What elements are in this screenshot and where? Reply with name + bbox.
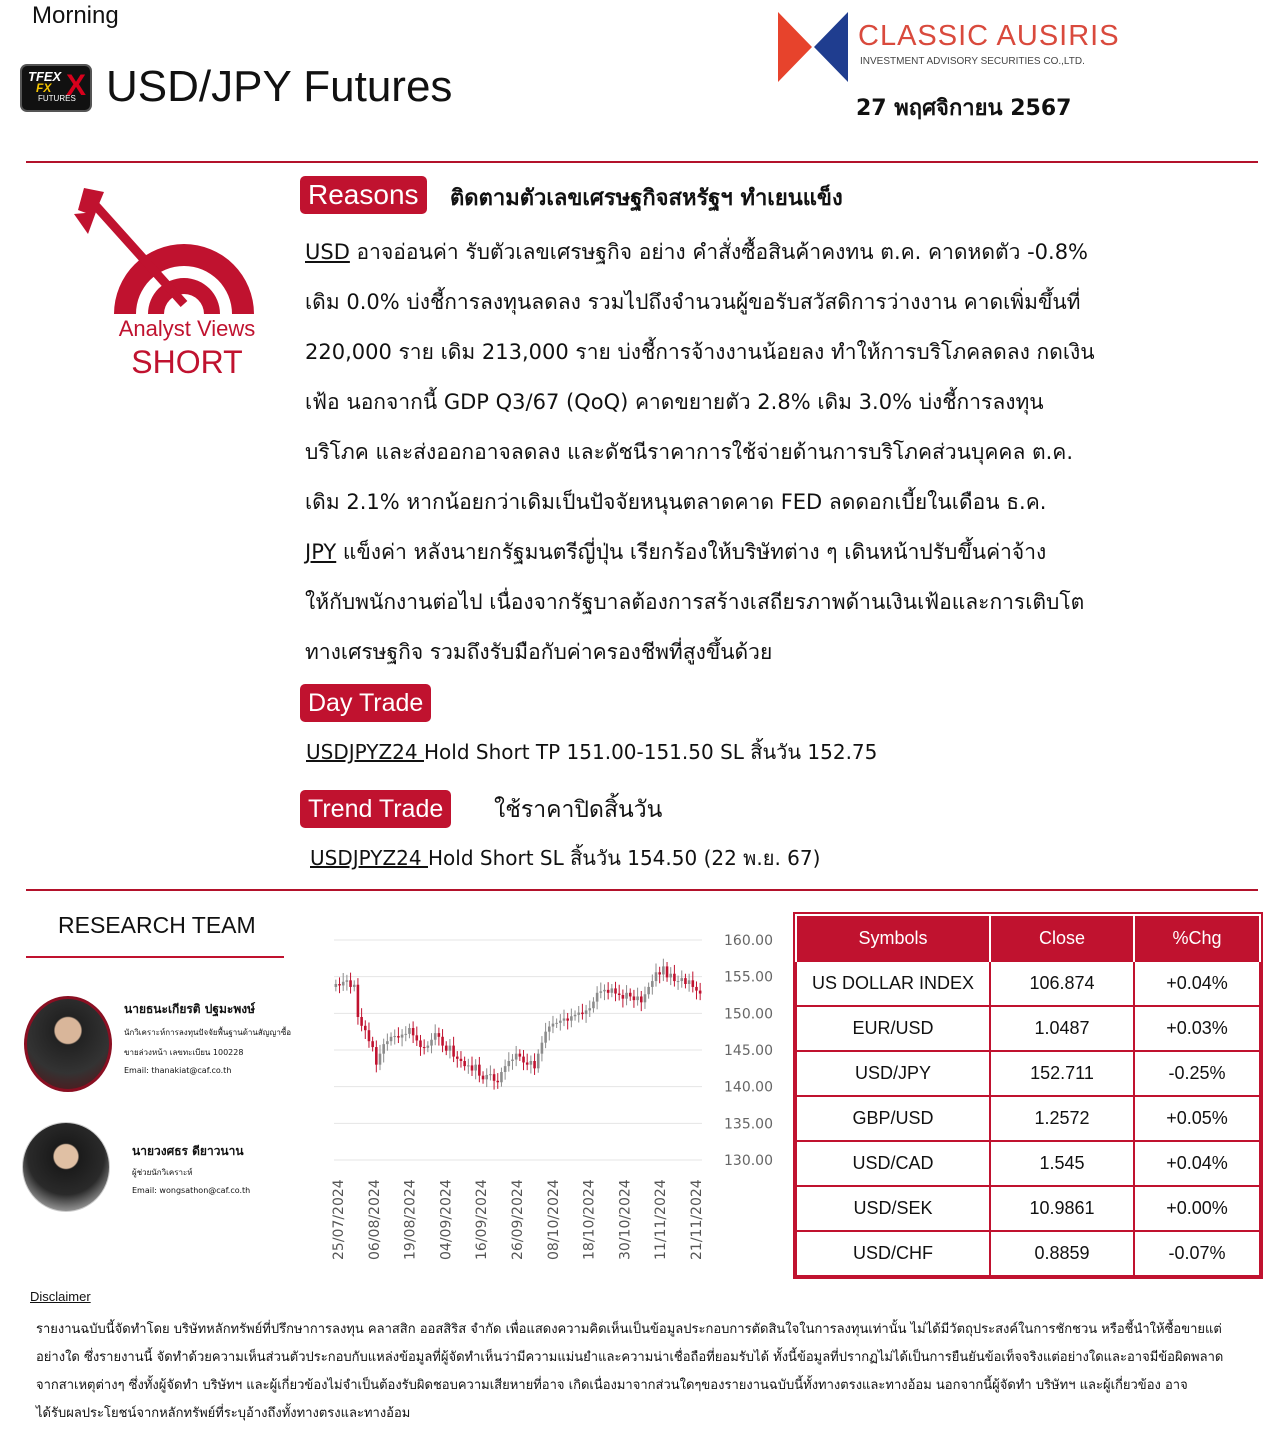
candle — [585, 1005, 588, 1023]
table-row — [796, 1006, 1260, 1051]
candle — [644, 987, 647, 1009]
candle — [666, 962, 669, 982]
member-role: ผู้ช่วยนักวิเคราะห์ — [132, 1168, 193, 1177]
logo-x-icon: X — [66, 69, 87, 102]
close-cell: 152.711 — [990, 1051, 1134, 1096]
candle — [552, 1016, 555, 1033]
candle — [508, 1052, 511, 1071]
close-cell: 1.2572 — [990, 1096, 1134, 1141]
trend-trade-line — [310, 842, 820, 874]
candle — [342, 973, 345, 991]
candle — [338, 977, 341, 993]
day-trade-badge: Day Trade — [300, 684, 431, 722]
x-tick-label: 16/09/2024 — [474, 1179, 491, 1260]
header-close: Close — [990, 915, 1134, 961]
reasons-badge: Reasons — [300, 176, 427, 214]
candle — [449, 1039, 452, 1058]
x-tick-label: 06/08/2024 — [366, 1179, 383, 1260]
candle — [349, 973, 352, 994]
y-tick-label: 130.00 — [724, 1153, 773, 1169]
report-date: 27 พฤศจิกายน 2567 — [856, 96, 1072, 121]
candle — [699, 983, 702, 1000]
chg-cell: +0.05% — [1134, 1096, 1260, 1141]
market-table — [795, 914, 1261, 1277]
usd-tag: USD — [305, 240, 350, 264]
candle — [360, 1008, 363, 1031]
candle — [467, 1059, 470, 1074]
candle — [368, 1023, 371, 1048]
close-cell: 1.545 — [990, 1141, 1134, 1186]
candle — [607, 982, 610, 999]
day-trade-text: Hold Short TP 151.00-151.50 SL สิ้นวัน 152.75 — [423, 740, 878, 764]
candle — [530, 1056, 533, 1074]
jpy-tag: JPY — [305, 540, 337, 564]
candle — [574, 1010, 577, 1020]
candle — [393, 1029, 396, 1044]
candle — [441, 1029, 444, 1052]
x-tick-label: 19/08/2024 — [402, 1179, 419, 1260]
chg-cell: -0.25% — [1134, 1051, 1260, 1096]
candle — [412, 1021, 415, 1043]
candle — [504, 1060, 507, 1080]
candle — [662, 959, 665, 981]
usd-paragraph-line: เดิม 2.1% หากน้อยกว่าเดิมเป็นปัจจัยหนุนตลาดคาด FED ลดดอกเบี้ยในเดือน ธ.ค. — [305, 490, 1047, 514]
symbol-cell: GBP/USD — [796, 1096, 990, 1141]
candle — [485, 1068, 488, 1087]
candle — [537, 1049, 540, 1072]
candle — [364, 1020, 367, 1039]
candle — [335, 980, 338, 992]
candle — [386, 1034, 389, 1051]
candle — [614, 982, 617, 1001]
candle — [555, 1018, 558, 1028]
candle — [353, 980, 356, 991]
candle — [680, 970, 683, 987]
candle — [622, 990, 625, 1008]
classic-ausiris-logo-icon — [778, 12, 848, 82]
candle — [636, 988, 639, 1006]
chart-gridlines — [334, 940, 702, 1160]
y-tick-label: 140.00 — [724, 1079, 773, 1096]
candle — [463, 1057, 466, 1071]
usd-paragraph-line: เดิม 0.0% บ่งชี้การลงทุนลดลง รวมไปถึงจำนวนผู้ขอรับสวัสดิการว่างงาน คาดเพิ่มขึ้นที่ — [305, 290, 1081, 314]
candle — [592, 997, 595, 1012]
candle — [456, 1051, 459, 1068]
candle — [647, 983, 650, 999]
candle — [563, 1010, 566, 1026]
candle — [474, 1059, 477, 1079]
logo-badge-line1: TFEX — [28, 69, 62, 84]
logo-badge-line2: FX — [36, 81, 52, 95]
analyst-view-label: Analyst Views — [118, 316, 256, 341]
candle — [438, 1028, 441, 1046]
x-tick-label: 26/09/2024 — [510, 1179, 526, 1260]
candle — [452, 1037, 455, 1062]
candle — [500, 1068, 503, 1087]
symbol-cell: USD/JPY — [796, 1051, 990, 1096]
target-arrow-icon — [74, 186, 270, 316]
candle — [423, 1039, 426, 1054]
avatar — [22, 1122, 110, 1212]
candle — [669, 967, 672, 985]
candle — [408, 1024, 411, 1039]
candle — [471, 1057, 474, 1076]
candle — [577, 1006, 580, 1023]
table-row — [796, 1096, 1260, 1141]
candle — [519, 1049, 522, 1061]
page-title: USD/JPY Futures — [106, 62, 453, 111]
y-tick-label: 160.00 — [724, 933, 773, 949]
candle — [548, 1021, 551, 1040]
symbol-cell: USD/SEK — [796, 1186, 990, 1231]
member-role-line2: ขายล่วงหน้า เลขทะเบียน 100228 — [124, 1048, 244, 1057]
member-email: Email: thanakiat@caf.co.th — [124, 1066, 232, 1075]
chart-x-ticks — [331, 1179, 705, 1260]
candle — [677, 976, 680, 990]
chart-y-ticks — [724, 933, 773, 1169]
table-row — [796, 1051, 1260, 1096]
symbol-cell: EUR/USD — [796, 1006, 990, 1051]
x-tick-label: 11/11/2024 — [653, 1179, 670, 1260]
usd-paragraph-line: บริโภค และส่งออกอาจลดลง และดัชนีราคาการใช้จ่ายด้านการบริโภคส่วนบุคคล ต.ค. — [305, 440, 1074, 464]
member-role: นักวิเคราะห์การลงทุนปัจจัยพื้นฐานด้านสัญญาซื้อ — [124, 1028, 292, 1037]
candle — [596, 986, 599, 1009]
table-row — [796, 961, 1260, 1006]
candle — [611, 984, 614, 997]
candle — [489, 1065, 492, 1080]
reasons-body — [305, 227, 1095, 677]
candle — [445, 1041, 448, 1055]
table-row — [796, 1231, 1260, 1276]
candle — [346, 975, 349, 991]
market-table-wrap — [793, 912, 1263, 1279]
trend-trade-badge: Trend Trade — [300, 790, 451, 828]
day-trade-symbol: USDJPYZ24 — [306, 740, 424, 764]
candle — [404, 1026, 407, 1041]
table-row — [796, 1141, 1260, 1186]
x-tick-label: 04/09/2024 — [438, 1179, 455, 1260]
table-header-row — [796, 915, 1260, 961]
symbol-cell: USD/CAD — [796, 1141, 990, 1186]
candle — [375, 1040, 378, 1072]
candle — [419, 1035, 422, 1056]
avatar — [24, 996, 112, 1092]
candle — [684, 974, 687, 989]
usd-paragraph-line: 220,000 ราย เดิม 213,000 ราย บ่งชี้การจ้างงานน้อยลง ทำให้การบริโภคลดลง กดเงิน — [305, 340, 1095, 364]
member-name: นายธนะเกียรติ ปฐมะพงษ์ — [124, 1002, 256, 1016]
x-tick-label: 08/10/2024 — [545, 1179, 562, 1260]
trend-trade-text: Hold Short SL สิ้นวัน 154.50 (22 พ.ย. 67) — [427, 846, 821, 870]
candle — [482, 1071, 485, 1083]
candle — [581, 1004, 584, 1020]
section-divider — [26, 889, 1258, 891]
candle — [603, 984, 606, 1000]
candle — [640, 991, 643, 1011]
usd-paragraph-line: เฟ้อ นอกจากนี้ GDP Q3/67 (QoQ) คาดขยายตัว 2.8% เดิม 3.0% บ่งชี้การลงทุน — [305, 390, 1044, 414]
x-tick-label: 25/07/2024 — [331, 1179, 347, 1260]
member-email: Email: wongsathon@caf.co.th — [132, 1186, 251, 1195]
candle — [588, 1001, 591, 1018]
usd-paragraph-line: USD อาจอ่อนค่า รับตัวเลขเศรษฐกิจ อย่าง คำสั่งซื้อสินค้าคงทน ต.ค. คาดหดตัว -0.8% — [305, 240, 1089, 264]
candle — [478, 1057, 481, 1082]
research-team-title: RESEARCH TEAM — [58, 912, 256, 938]
candle — [371, 1037, 374, 1052]
jpy-paragraph-line: ทางเศรษฐกิจ รวมถึงรับมือกับค่าครองชีพที่สูงขึ้นด้วย — [305, 640, 773, 664]
candle — [570, 1009, 573, 1028]
candle — [522, 1050, 525, 1070]
disclaimer-line: รายงานฉบับนี้จัดทำโดย บริษัทหลักทรัพย์ที่ปรึกษาการลงทุน คลาสสิก ออสสิริส จำกัด เพื่อแสดงความคิดเห็นเป็นข้อมูลประกอบการตัดสินใจในการลงทุนเท่านั้น ไม่ได้มีวัตถุประสงค์ในการชักชวน หรือชี้นำให้ซื้อขายแต่ — [36, 1322, 1222, 1337]
candle — [695, 981, 698, 999]
candle — [515, 1046, 518, 1066]
x-tick-label: 30/10/2024 — [617, 1179, 634, 1260]
y-tick-label: 155.00 — [724, 969, 773, 986]
symbol-cell: USD/CHF — [796, 1231, 990, 1276]
candle — [629, 988, 632, 1000]
candle — [544, 1023, 547, 1048]
candle — [600, 983, 603, 999]
table-row — [796, 1186, 1260, 1231]
candle — [618, 985, 621, 1001]
chg-cell: +0.04% — [1134, 961, 1260, 1006]
candle — [533, 1053, 536, 1075]
candle — [566, 1013, 569, 1030]
candle — [541, 1036, 544, 1061]
close-cell: 1.0487 — [990, 1006, 1134, 1051]
candle — [382, 1039, 385, 1063]
usdjpy-candlestick-chart — [322, 920, 782, 1270]
candle — [692, 972, 695, 993]
header-chg: %Chg — [1134, 915, 1260, 961]
disclaimer-title: Disclaimer — [30, 1289, 91, 1304]
edition-label: Morning — [32, 2, 119, 29]
research-team-underline — [26, 956, 284, 958]
reasons-headline: ติดตามตัวเลขเศรษฐกิจสหรัฐฯ ทำเยนแข็ง — [450, 186, 843, 211]
candle — [673, 965, 676, 987]
candle — [655, 963, 658, 986]
disclaimer-body — [36, 1316, 1223, 1428]
y-tick-label: 145.00 — [724, 1043, 773, 1059]
chart-candles — [335, 959, 702, 1090]
candle — [460, 1051, 463, 1068]
candle — [357, 978, 360, 1025]
candle — [416, 1027, 419, 1046]
candle — [401, 1029, 404, 1046]
analyst-stance: SHORT — [131, 344, 243, 380]
tfex-logo — [22, 66, 90, 110]
candle — [658, 967, 661, 984]
candle — [625, 985, 628, 1005]
disclaimer-line: จากสาเหตุต่างๆ ซึ่งทั้งผู้จัดทำ บริษัทฯ และผู้เกี่ยวข้องไม่จำเป็นต้องรับผิดชอบความเสียหายที่อาจ เกิดเนื่องมาจากส่วนใดๆของรายงานฉบับนี้ทั้งทางตรงและทางอ้อม นอกจากนี้ผู้จัดทำ บริษัทฯ และผู้เกี่ยวข้อง อาจ — [36, 1378, 1188, 1393]
member-name: นายวงศธร ดียาวนาน — [132, 1144, 244, 1158]
close-cell: 106.874 — [990, 961, 1134, 1006]
brand-subtitle: INVESTMENT ADVISORY SECURITIES CO.,LTD. — [860, 56, 1085, 67]
y-tick-label: 135.00 — [724, 1116, 773, 1133]
jpy-paragraph-line: JPY แข็งค่า หลังนายกรัฐมนตรีญี่ปุ่น เรียกร้องให้บริษัทต่าง ๆ เดินหน้าปรับขึ้นค่าจ้าง — [305, 540, 1047, 564]
jpy-paragraph-line: ให้กับพนักงานต่อไป เนื่องจากรัฐบาลต้องการสร้างเสถียรภาพด้านเงินเฟ้อและการเติบโต — [305, 590, 1085, 614]
trend-trade-note: ใช้ราคาปิดสิ้นวัน — [494, 797, 663, 823]
candle — [397, 1027, 400, 1043]
candle — [427, 1041, 430, 1052]
y-tick-label: 150.00 — [724, 1006, 773, 1023]
candle — [559, 1014, 562, 1031]
candle — [379, 1045, 382, 1070]
candle — [633, 990, 636, 1008]
close-cell: 0.8859 — [990, 1231, 1134, 1276]
symbol-cell: US DOLLAR INDEX — [796, 961, 990, 1006]
candle — [526, 1054, 529, 1071]
chg-cell: +0.04% — [1134, 1141, 1260, 1186]
logo-badge-line3: FUTURES — [38, 94, 76, 103]
trend-trade-symbol: USDJPYZ24 — [310, 846, 428, 870]
chg-cell: -0.07% — [1134, 1231, 1260, 1276]
candle — [511, 1054, 514, 1070]
day-trade-line — [306, 736, 877, 768]
header-divider — [26, 161, 1258, 163]
candle — [434, 1024, 437, 1045]
chg-cell: +0.00% — [1134, 1186, 1260, 1231]
candle — [390, 1032, 393, 1045]
header-symbols: Symbols — [796, 915, 990, 961]
chg-cell: +0.03% — [1134, 1006, 1260, 1051]
x-tick-label: 21/11/2024 — [689, 1179, 705, 1260]
disclaimer-line: ได้รับผลประโยชน์จากหลักทรัพย์ที่ระบุอ้างถึงทั้งทางตรงและทางอ้อม — [36, 1406, 411, 1421]
close-cell: 10.9861 — [990, 1186, 1134, 1231]
x-tick-label: 18/10/2024 — [581, 1179, 598, 1260]
brand-name: CLASSIC AUSIRIS — [858, 20, 1120, 52]
candle — [651, 974, 654, 994]
disclaimer-line: อย่างใด ซึ่งรายงานนี้ จัดทำด้วยความเห็นส่วนตัวประกอบกับแหล่งข้อมูลที่ผู้จัดทำเห็นว่ามีความแม่นยำและความน่าเชื่อถือที่ยอมรับได้ ทั้งนี้ข้อมูลที่ปรากฏไม่ได้เป็นการยืนยันข้อเท็จจริงแต่อย่างใดและอาจมีข้อผิดพลาด — [36, 1350, 1224, 1365]
